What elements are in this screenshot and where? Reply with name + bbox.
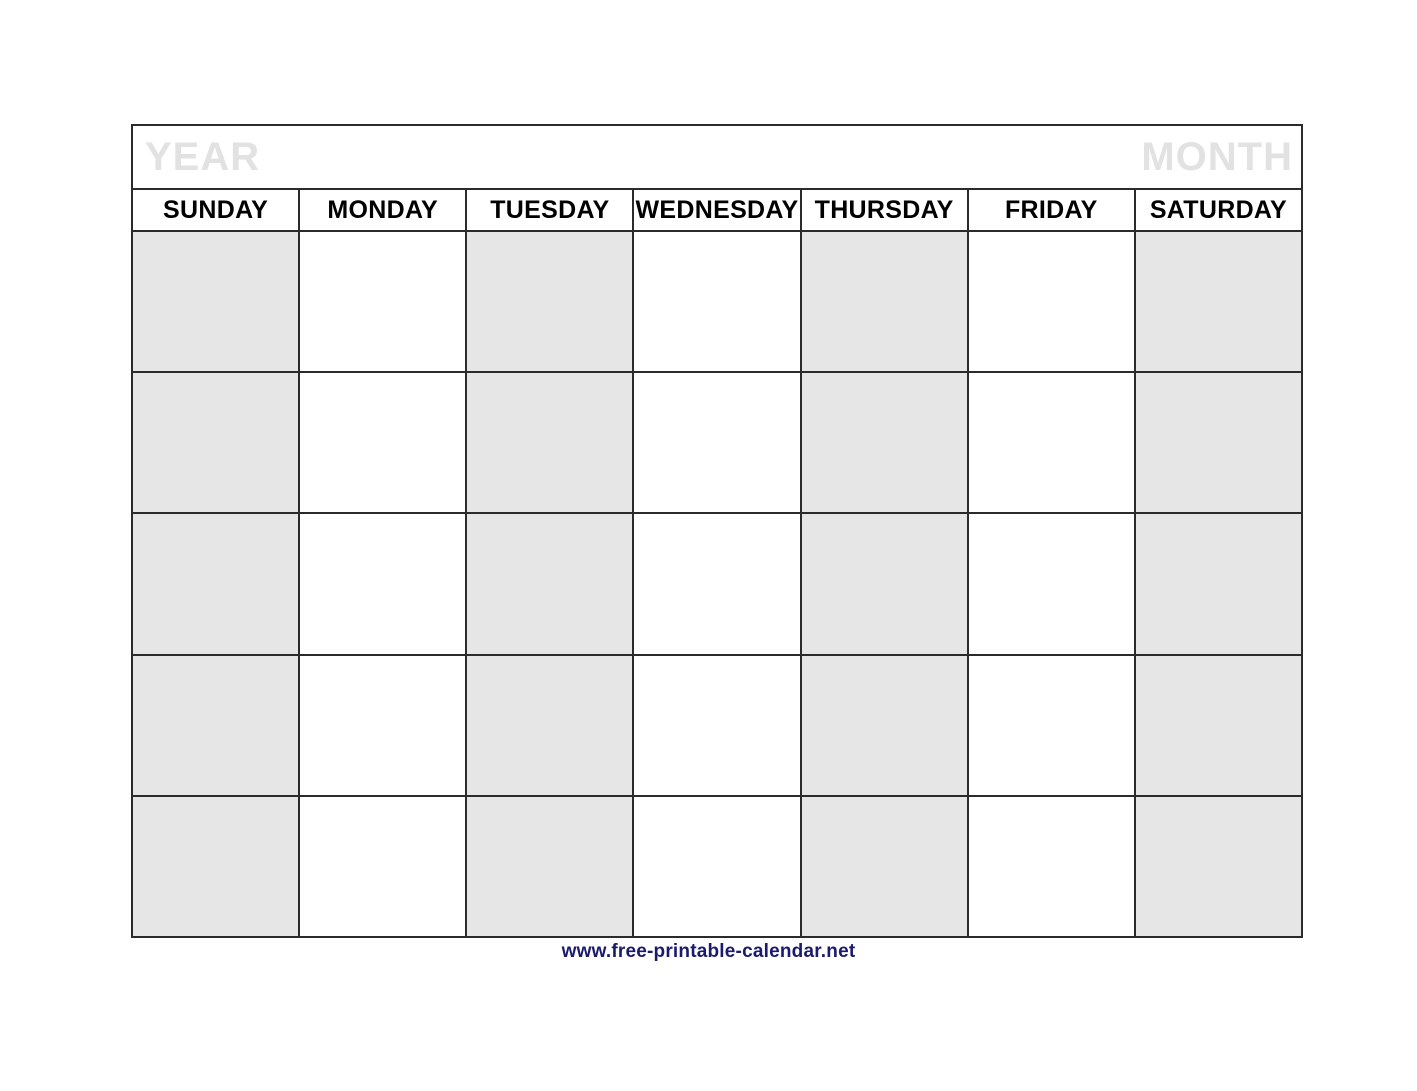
day-cell[interactable] — [634, 232, 801, 371]
day-cell[interactable] — [1136, 373, 1301, 512]
day-cell[interactable] — [133, 514, 300, 653]
day-header-monday: MONDAY — [300, 190, 467, 230]
day-cell[interactable] — [467, 514, 634, 653]
day-cell[interactable] — [133, 656, 300, 795]
day-cell[interactable] — [133, 373, 300, 512]
day-header-thursday: THURSDAY — [802, 190, 969, 230]
day-cell[interactable] — [467, 656, 634, 795]
day-cell[interactable] — [467, 797, 634, 936]
day-cell[interactable] — [1136, 797, 1301, 936]
week-row — [133, 656, 1301, 797]
day-cell[interactable] — [634, 797, 801, 936]
calendar-title-row — [133, 126, 1301, 188]
footer-url: www.free-printable-calendar.net — [561, 941, 856, 962]
week-row — [133, 797, 1301, 936]
day-cell[interactable] — [1136, 656, 1301, 795]
day-cell[interactable] — [969, 373, 1136, 512]
day-cell[interactable] — [969, 797, 1136, 936]
day-cell[interactable] — [467, 373, 634, 512]
day-cell[interactable] — [634, 656, 801, 795]
day-cell[interactable] — [802, 656, 969, 795]
day-cell[interactable] — [1136, 514, 1301, 653]
day-cell[interactable] — [969, 656, 1136, 795]
day-cell[interactable] — [467, 232, 634, 371]
day-of-week-header-row — [133, 188, 1301, 232]
week-row — [133, 232, 1301, 373]
year-field[interactable]: YEAR — [145, 135, 261, 179]
day-cell[interactable] — [634, 373, 801, 512]
week-row — [133, 373, 1301, 514]
day-cell[interactable] — [802, 797, 969, 936]
day-cell[interactable] — [1136, 232, 1301, 371]
day-cell[interactable] — [300, 373, 467, 512]
day-cell[interactable] — [969, 232, 1136, 371]
day-header-tuesday: TUESDAY — [467, 190, 634, 230]
day-cell[interactable] — [133, 797, 300, 936]
day-cell[interactable] — [969, 514, 1136, 653]
day-cell[interactable] — [634, 514, 801, 653]
week-row — [133, 514, 1301, 655]
day-header-wednesday: WEDNESDAY — [634, 190, 801, 230]
day-header-saturday: SATURDAY — [1136, 190, 1301, 230]
day-cell[interactable] — [802, 514, 969, 653]
day-cell[interactable] — [300, 797, 467, 936]
calendar-weeks — [133, 232, 1301, 936]
day-cell[interactable] — [802, 373, 969, 512]
day-header-sunday: SUNDAY — [133, 190, 300, 230]
calendar-sheet — [131, 124, 1303, 938]
day-cell[interactable] — [300, 514, 467, 653]
day-cell[interactable] — [133, 232, 300, 371]
month-field[interactable]: MONTH — [1141, 135, 1293, 179]
day-cell[interactable] — [802, 232, 969, 371]
day-cell[interactable] — [300, 232, 467, 371]
day-cell[interactable] — [300, 656, 467, 795]
day-header-friday: FRIDAY — [969, 190, 1136, 230]
